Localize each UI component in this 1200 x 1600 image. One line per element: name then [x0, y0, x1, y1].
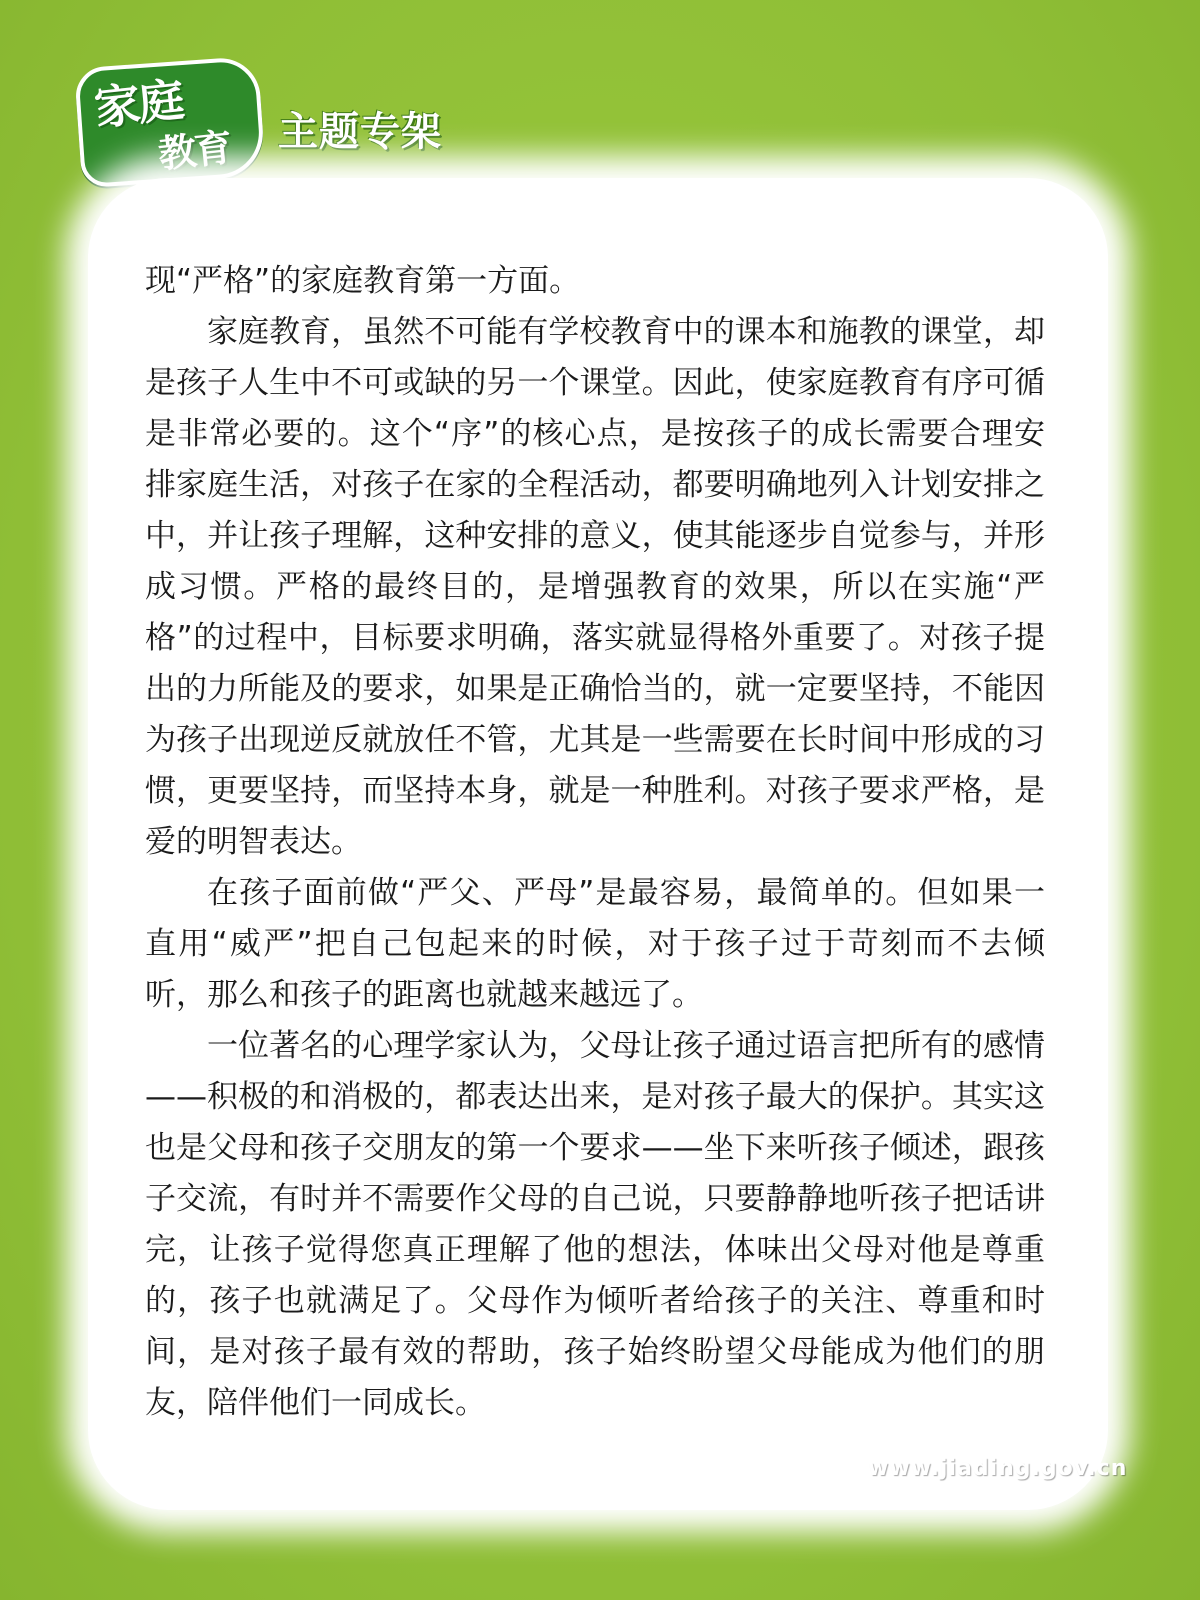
watermark-site-name: 上海嘉定: [900, 1418, 1076, 1465]
article-paragraph: 现“严格”的家庭教育第一方面。: [145, 263, 581, 299]
logo-text-line2: 教育: [156, 125, 233, 177]
article-paragraph: 一位著名的心理学家认为，父母让孩子通过语言把所有的感情——积极的和消极的，都表达出来，是对孩子最大的保护。其实这也是父母和孩子交朋友的第一个要求——坐下来听孩子倾述，跟孩子交流，有时并不需要作父母的自己说，只要静静地听孩子把话讲完，让孩子觉得您真正理解了他的想法，体味出父母对他是尊重的，孩子也就满足了。父母作为倾听者给孩子的关注、尊重和时间，是对孩子最有效的帮助，孩子始终盼望父母能成为他们的朋友，陪伴他们一同成长。: [145, 1028, 1045, 1421]
article-paragraph: 家庭教育，虽然不可能有学校教育中的课本和施教的课堂，却是孩子人生中不可或缺的另一个课堂。因此，使家庭教育有序可循是非常必要的。这个“序”的核心点，是按孩子的成长需要合理安排家庭生活，对孩子在家的全程活动，都要明确地列入计划安排之中，并让孩子理解，这种安排的意义，使其能逐步自觉参与，并形成习惯。严格的最终目的，是增强教育的效果，所以在实施“严格”的过程中，目标要求明确，落实就显得格外重要了。对孩子提出的力所能及的要求，如果是正确恰当的，就一定要坚持，不能因为孩子出现逆反就放任不管，尤其是一些需要在长时间中形成的习惯，更要坚持，而坚持本身，就是一种胜利。对孩子要求严格，是爱的明智表达。: [145, 314, 1045, 860]
article-body: [145, 256, 1045, 1429]
logo-text-line1: 家庭: [91, 72, 185, 136]
article-paragraph: 在孩子面前做“严父、严母”是最容易，最简单的。但如果一直用“威严”把自己包起来的时候，对于孩子过于苛刻而不去倾听，那么和孩子的距离也就越来越远了。: [145, 875, 1045, 1013]
family-education-logo: [78, 62, 258, 182]
section-subtitle: 主题专架: [278, 109, 442, 155]
watermark-url: www.jiading.gov.cn: [868, 1456, 1128, 1481]
site-watermark: [868, 1410, 1140, 1490]
